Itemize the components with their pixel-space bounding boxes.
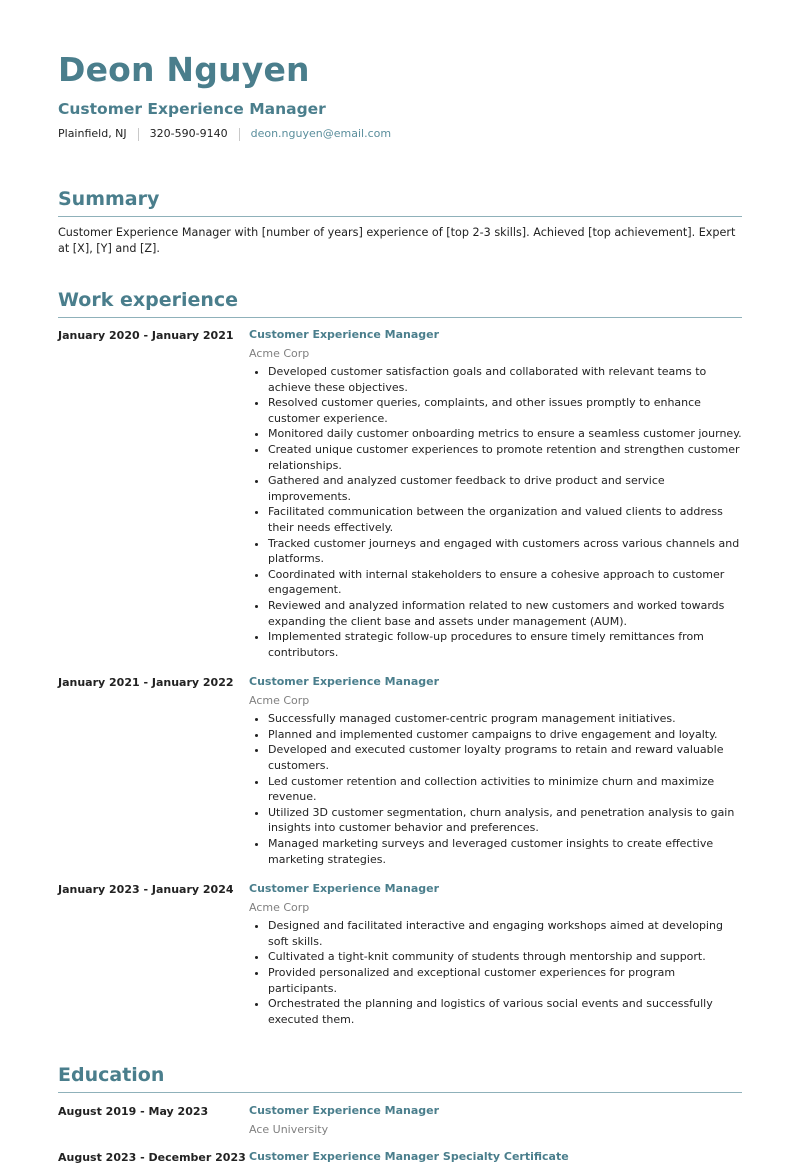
contact-divider	[239, 128, 240, 141]
list-item: • Designed and facilitated interactive and engaging workshops aimed at developing soft skills.	[268, 918, 742, 949]
candidate-name: Deon Nguyen	[58, 50, 310, 89]
work-details	[249, 327, 742, 660]
list-item: • Planned and implemented customer campaigns to drive engagement and loyalty.	[268, 727, 742, 743]
degree-title: Customer Experience Manager	[249, 1104, 440, 1118]
summary-heading: Summary	[58, 187, 742, 217]
phone-text: 320-590-9140	[149, 127, 228, 140]
list-item: • Monitored daily customer onboarding metrics to ensure a seamless customer journey.	[268, 426, 742, 442]
education-heading: Education	[58, 1063, 742, 1093]
contact-line	[58, 127, 742, 141]
list-item: • Facilitated communication between the organization and valued clients to address their needs effectively.	[268, 504, 742, 535]
education-entry	[58, 1149, 742, 1166]
list-item: • Orchestrated the planning and logistics of various social events and successfully executed them.	[268, 996, 742, 1027]
education-details	[249, 1103, 742, 1138]
summary-section	[58, 187, 742, 257]
work-entry	[58, 327, 742, 660]
work-dates: January 2023 - January 2024	[58, 883, 234, 897]
email-link[interactable]: deon.nguyen@email.com	[250, 127, 392, 140]
job-title: Customer Experience Manager	[249, 328, 440, 341]
degree-title: Customer Experience Manager Specialty Certificate	[249, 1150, 569, 1164]
work-entry	[58, 674, 742, 867]
education-details	[249, 1149, 742, 1166]
list-item: • Reviewed and analyzed information related to new customers and worked towards expanding the client base and assets under management (AUM).	[268, 598, 742, 629]
education-dates: August 2023 - December 2023	[58, 1151, 246, 1165]
responsibility-list	[249, 918, 742, 1027]
list-item: • Provided personalized and exceptional customer experiences for program participants.	[268, 965, 742, 996]
education-dates: August 2019 - May 2023	[58, 1105, 209, 1119]
list-item: • Cultivated a tight-knit community of students through mentorship and support.	[268, 949, 742, 965]
work-dates: January 2021 - January 2022	[58, 676, 234, 690]
company-name: Acme Corp	[249, 347, 310, 360]
work-details	[249, 881, 742, 1027]
location-text: Plainfield, NJ	[58, 127, 127, 140]
candidate-role: Customer Experience Manager	[58, 100, 326, 118]
list-item: • Developed and executed customer loyalty programs to retain and reward valuable customers.	[268, 742, 742, 773]
list-item: • Managed marketing surveys and leveraged customer insights to create effective marketing strategies.	[268, 836, 742, 867]
company-name: Acme Corp	[249, 901, 310, 915]
contact-divider	[138, 128, 139, 141]
education-entry	[58, 1103, 742, 1138]
list-item: • Implemented strategic follow-up procedures to ensure timely remittances from contributors.	[268, 629, 742, 660]
work-experience-heading: Work experience	[58, 288, 742, 318]
education-section	[58, 1063, 742, 1166]
list-item: • Led customer retention and collection activities to minimize churn and maximize revenue.	[268, 774, 742, 805]
summary-text: Customer Experience Manager with [number of years] experience of [top 2-3 skills]. Achieved [top achievement]. Expert at [X], [Y] and [Z].	[58, 226, 736, 255]
list-item: • Gathered and analyzed customer feedback to drive product and service improvements.	[268, 473, 742, 504]
work-experience-section	[58, 288, 742, 1027]
work-dates: January 2020 - January 2021	[58, 329, 234, 342]
work-details	[249, 674, 742, 867]
list-item: • Utilized 3D customer segmentation, churn analysis, and penetration analysis to gain insights into customer behavior and preferences.	[268, 805, 742, 836]
company-name: Acme Corp	[249, 694, 310, 708]
responsibility-list	[249, 711, 742, 867]
list-item: • Created unique customer experiences to promote retention and strengthen customer relationships.	[268, 442, 742, 473]
list-item: • Developed customer satisfaction goals and collaborated with relevant teams to achieve these objectives.	[268, 364, 742, 395]
school-name: Ace University	[249, 1123, 329, 1137]
responsibility-list	[249, 364, 742, 660]
job-title: Customer Experience Manager	[249, 882, 440, 896]
list-item: • Successfully managed customer-centric program management initiatives.	[268, 711, 742, 727]
job-title: Customer Experience Manager	[249, 675, 440, 689]
list-item: • Tracked customer journeys and engaged with customers across various channels and platforms.	[268, 536, 742, 567]
resume-header	[58, 0, 742, 141]
work-entry	[58, 881, 742, 1027]
list-item: • Resolved customer queries, complaints, and other issues promptly to enhance customer experience.	[268, 395, 742, 426]
list-item: • Coordinated with internal stakeholders to ensure a cohesive approach to customer engagement.	[268, 567, 742, 598]
